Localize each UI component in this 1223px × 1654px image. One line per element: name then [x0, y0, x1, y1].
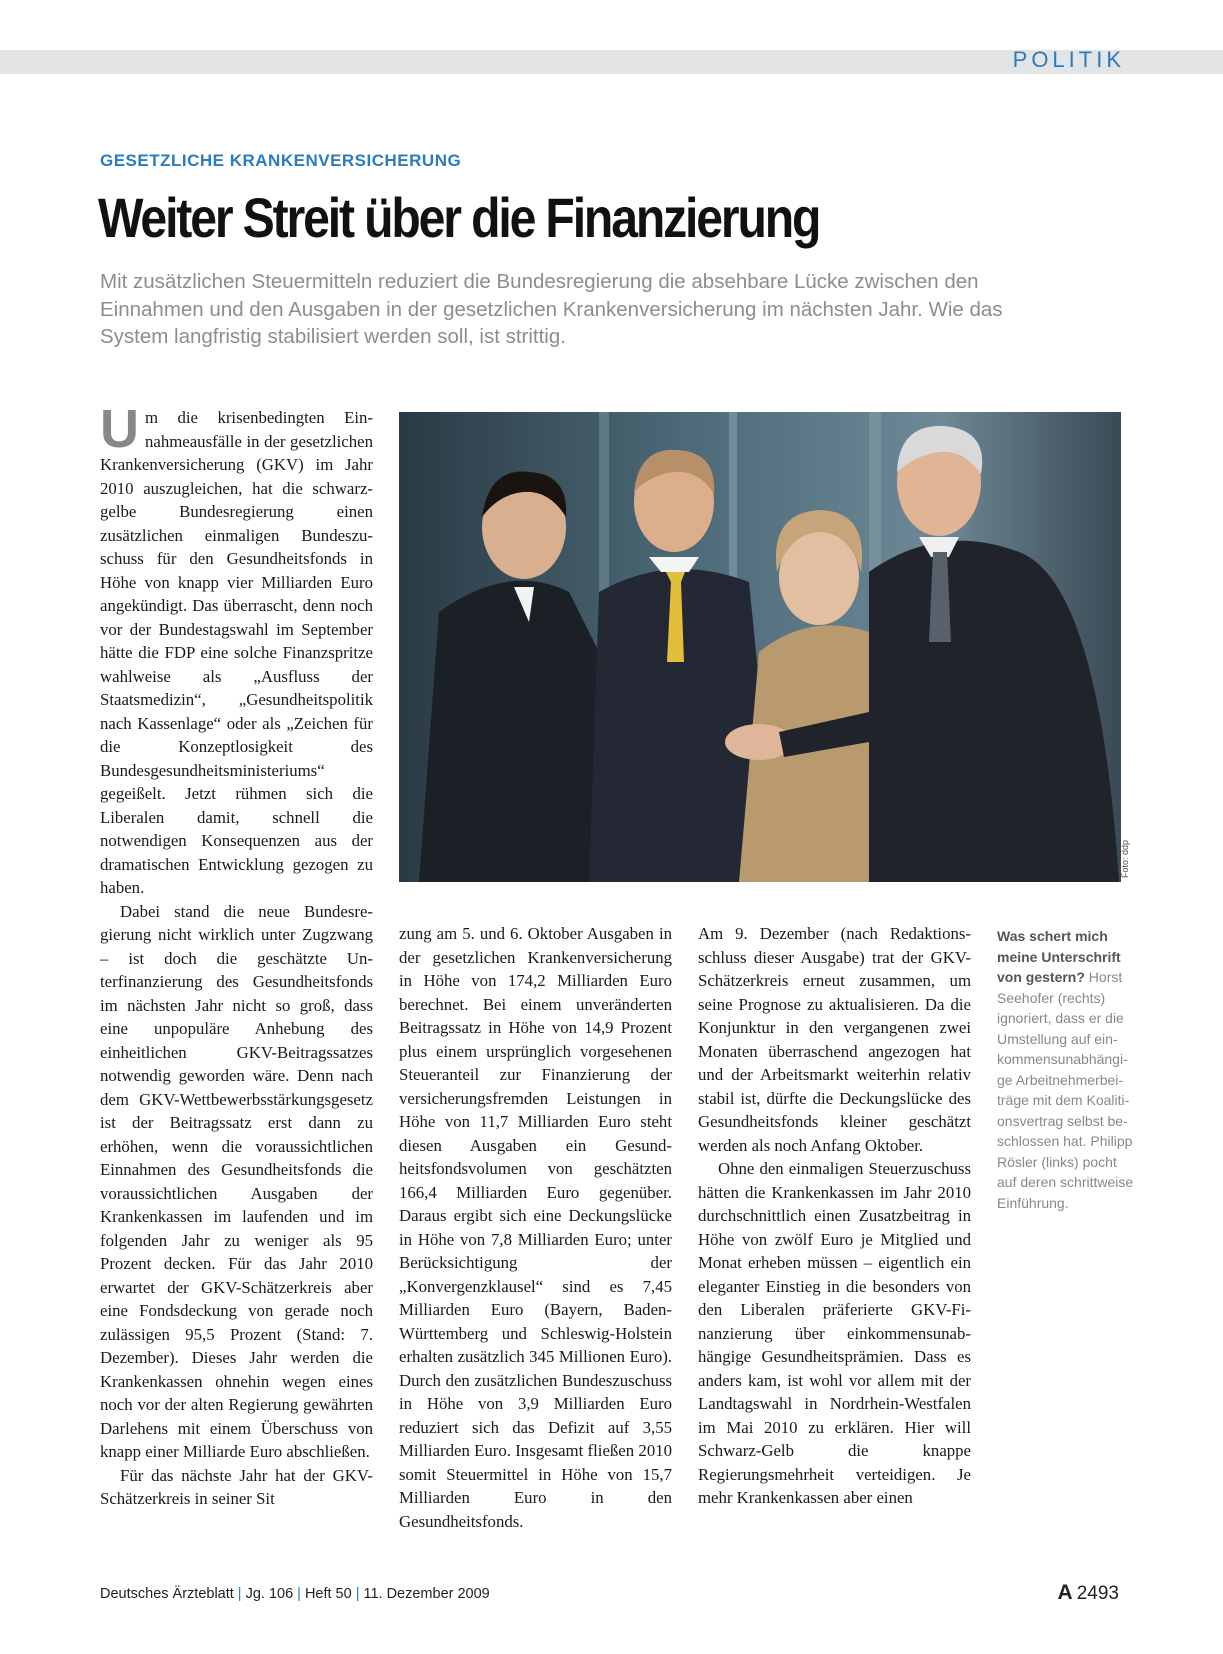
- body-column-2: [399, 922, 672, 1533]
- article-headline: Weiter Streit über die Finanzierung: [98, 186, 820, 249]
- caption-text: Horst Seehofer (rechts) ignoriert, dass er die Umstellung auf einkommensunabhängige Arbeitnehmerbeiträge mit dem Koalitionsvertrag selbst beschlossen hat. Philipp Rösler (links) pocht auf deren schrittweise Einführung.: [997, 969, 1134, 1211]
- body-paragraph: Am 9. Dezember (nach Redaktionsschluss dieser Ausgabe) trat der GKV-Schätzerkreis erneut zusammen, um seine Prognose zu aktualisieren. Da die Konjunktur in den vergangenen zwei Monaten überraschend angezogen hat und der Arbeitsmarkt weiterhin relativ stabil ist, dürfte die Deckungslücke des Gesundheitsfonds kleiner geschätzt werden als noch Anfang Oktober.: [698, 924, 971, 1155]
- body-paragraph: Dabei stand die neue Bundesregierung nicht wirklich unter Zugzwang – ist doch die geschätzte Unterfinanzierung des Gesundheitsfonds im nächsten Jahr nicht so groß, dass eine unpopuläre Anhebung des einheitlichen GKV-Beitragssatzes notwendig geworden wäre. Denn nach dem GKV-Wettbewerbsstärkungsgesetz ist der Beitragssatz erst dann zu erhöhen, wenn die voraussichtlichen Einnahmen des Gesundheitsfonds die voraussichtlichen Ausgaben der Krankenkassen im laufenden und im folgenden Jahr zu weniger als 95 Prozent decken. Für das Jahr 2010 erwartet der GKV-Schätzerkreis aber eine Fondsdeckung von gerade noch zulässigen 95,5 Prozent (Stand: 7. Dezember). Dieses Jahr werden die Krankenkassen ohnehin wegen eines noch vor der alten Regierung gewährten Darlehens mit einem Überschuss von knapp einer Milliarde Euro abschließen.: [100, 901, 373, 1461]
- drop-cap: U: [100, 399, 139, 459]
- photo-illustration: [399, 412, 1121, 882]
- caption-lead: Was schert mich meine Unterschrift von gestern?: [997, 928, 1121, 985]
- footer-volume: Jg. 106: [245, 1586, 294, 1602]
- page-number-value: 2493: [1076, 1583, 1119, 1604]
- footer-issue: Heft 50: [304, 1586, 352, 1602]
- page-footer: [100, 1586, 490, 1602]
- footer-separator: |: [355, 1586, 360, 1602]
- photo-caption: [997, 926, 1137, 1213]
- page-prefix: A: [1057, 1581, 1073, 1604]
- article-dek: Mit zusätzlichen Steuermitteln reduziert die Bundesregierung die absehbare Lücke zwischen den Einnahmen und den Ausgaben in der gesetzlichen Krankenversicherung im nächsten Jahr. Wie das System langfristig stabilisiert werden soll, ist strittig.: [100, 270, 1003, 348]
- section-label: POLITIK: [1012, 47, 1125, 72]
- body-column-1: [100, 399, 373, 1511]
- footer-separator: |: [297, 1586, 301, 1602]
- photo-credit: Foto: ddp: [1120, 839, 1130, 878]
- page-number: [1058, 1581, 1119, 1605]
- article-kicker: GESETZLICHE KRANKENVERSICHERUNG: [100, 151, 462, 170]
- body-paragraph: zung am 5. und 6. Oktober Ausgaben in der gesetzlichen Krankenversicherung in Höhe von 174,2 Milliarden Euro berechnet. Bei einem unveränderten Beitragssatz in Höhe von 14,9 Prozent plus einem ursprünglich vorgesehenen Steueranteil zur Finanzierung der versicherungsfremden Leistungen in Höhe von 11,7 Milliarden Euro steht diesen Ausgaben ein Gesundheitsfondsvolumen von geschätzten 166,4 Milliarden Euro gegenüber. Daraus ergibt sich eine Deckungslücke in Höhe von 7,8 Milliarden Euro; unter Berücksichtigung der „Konvergenzklausel“ sind es 7,45 Milliarden Euro (Bayern, Baden-Württemberg und Schleswig-Holstein erhalten zusätzlich 345 Millionen Euro). Durch den zusätzlichen Bundeszuschuss in Höhe von 3,9 Milliarden Euro reduziert sich das Defizit auf 3,55 Milliarden Euro. Insgesamt fließen 2010 somit Steuermittel in Höhe von 15,7 Milliarden Euro in den Gesundheitsfonds.: [399, 924, 672, 1531]
- body-paragraph: Für das nächste Jahr hat der GKV-Schätzerkreis in seiner Sit: [100, 1465, 373, 1508]
- body-paragraph: m die krisenbedingten Einnahmeausfälle in der gesetzlichen Krankenversicherung (GKV) im Jahr 2010 auszugleichen, hat die schwarz-gelbe Bundesregierung einen zusätzlichen einmaligen Bundeszuschuss für den Gesundheitsfonds in Höhe von knapp vier Milliarden Euro angekündigt. Das überrascht, denn noch vor der Bundestagswahl im September hätte die FDP eine solche Finanzspritze wahlweise als „Ausfluss der Staatsmedizin“, „Gesundheitspolitik nach Kassenlage“ oder als „Zeichen für die Konzeptlosigkeit des Bundesgesundheitsministeriums“ gegeißelt. Jetzt rühmen sich die Liberalen damit, schnell die notwendigen Konsequenzen aus der dramatischen Entwicklung gezogen zu haben.: [100, 408, 373, 897]
- body-column-3: [698, 922, 971, 1510]
- article-photo: [399, 412, 1121, 882]
- footer-publication: Deutsches Ärzteblatt: [100, 1586, 234, 1602]
- footer-separator: |: [237, 1586, 242, 1602]
- body-paragraph: Ohne den einmaligen Steuerzuschuss hätten die Krankenkassen im Jahr 2010 durchschnittlich einen Zusatzbeitrag in Höhe von zwölf Euro je Mitglied und Monat erheben müssen – eigentlich ein eleganter Einstieg in die besonders von den Liberalen präferierte GKV-Finanzierung über einkommensunabhängige Gesundheitsprämien. Dass es anders kam, ist wohl vor allem mit der Landtagswahl in Nordrhein-Westfalen im Mai 2010 zu erklären. Hier will Schwarz-Gelb die knappe Regierungsmehrheit verteidigen. Je mehr Krankenkassen aber einen: [698, 1159, 971, 1507]
- footer-date: 11. Dezember 2009: [363, 1586, 490, 1602]
